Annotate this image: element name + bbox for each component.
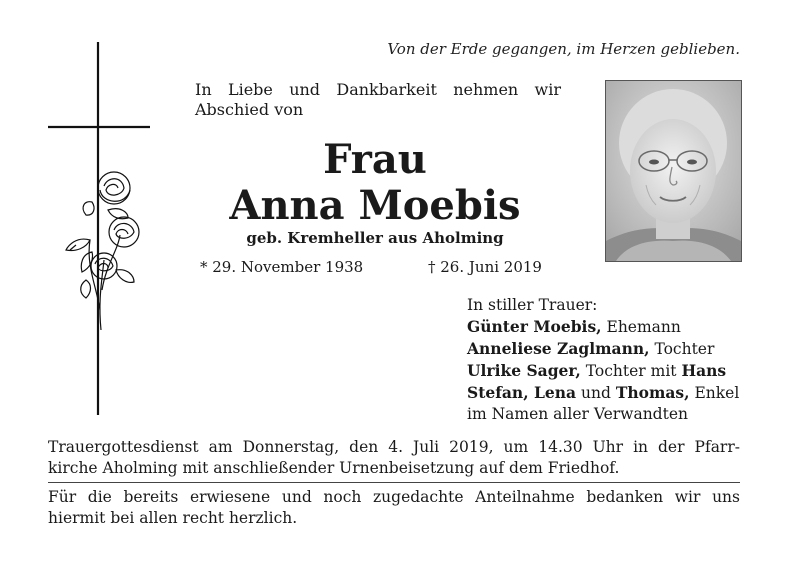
intro-line-2: Abschied von [195,100,304,119]
thanks-text [48,487,740,529]
motto: Von der Erde gegangen, im Herzen geblieben. [387,40,740,58]
maiden-name: geb. Kremheller aus Aholming [246,229,504,247]
mourners-list [467,295,747,425]
mourner-line-2: Anneliese Zaglmann, Tochter [467,339,715,358]
birth-date: * 29. November 1938 [200,258,364,276]
portrait-photo [605,80,742,262]
mourner-line-1: Günter Moebis, Ehemann [467,317,681,336]
intro-text [195,80,561,120]
cross-with-roses-icon [46,40,156,420]
mourner-line-4: Stefan, Lena und Thomas, Enkel [467,383,740,402]
divider [48,482,740,483]
deceased-name: Anna Moebis [229,182,521,229]
salutation: Frau [323,136,427,183]
mourner-line-5: im Namen aller Verwandten [467,405,688,423]
mourners-heading: In stiller Trauer: [467,296,598,314]
mourner-line-3: Ulrike Sager, Tochter mit Hans [467,361,727,380]
death-date: † 26. Juni 2019 [428,258,542,276]
service-line-2: kirche Aholming mit anschließender Urnenbeisetzung auf dem Friedhof. [48,459,620,477]
thanks-line-2: hiermit bei allen recht herzlich. [48,509,298,527]
service-info [48,437,740,479]
intro-line-1: In Liebe und Dankbarkeit nehmen wir [195,80,561,99]
thanks-line-1: Für die bereits erwiesene und noch zugedachte Anteilnahme bedanken wir uns [48,488,740,506]
service-line-1: Trauergottesdienst am Donnerstag, den 4. Juli 2019, um 14.30 Uhr in der Pfarr- [48,438,740,456]
